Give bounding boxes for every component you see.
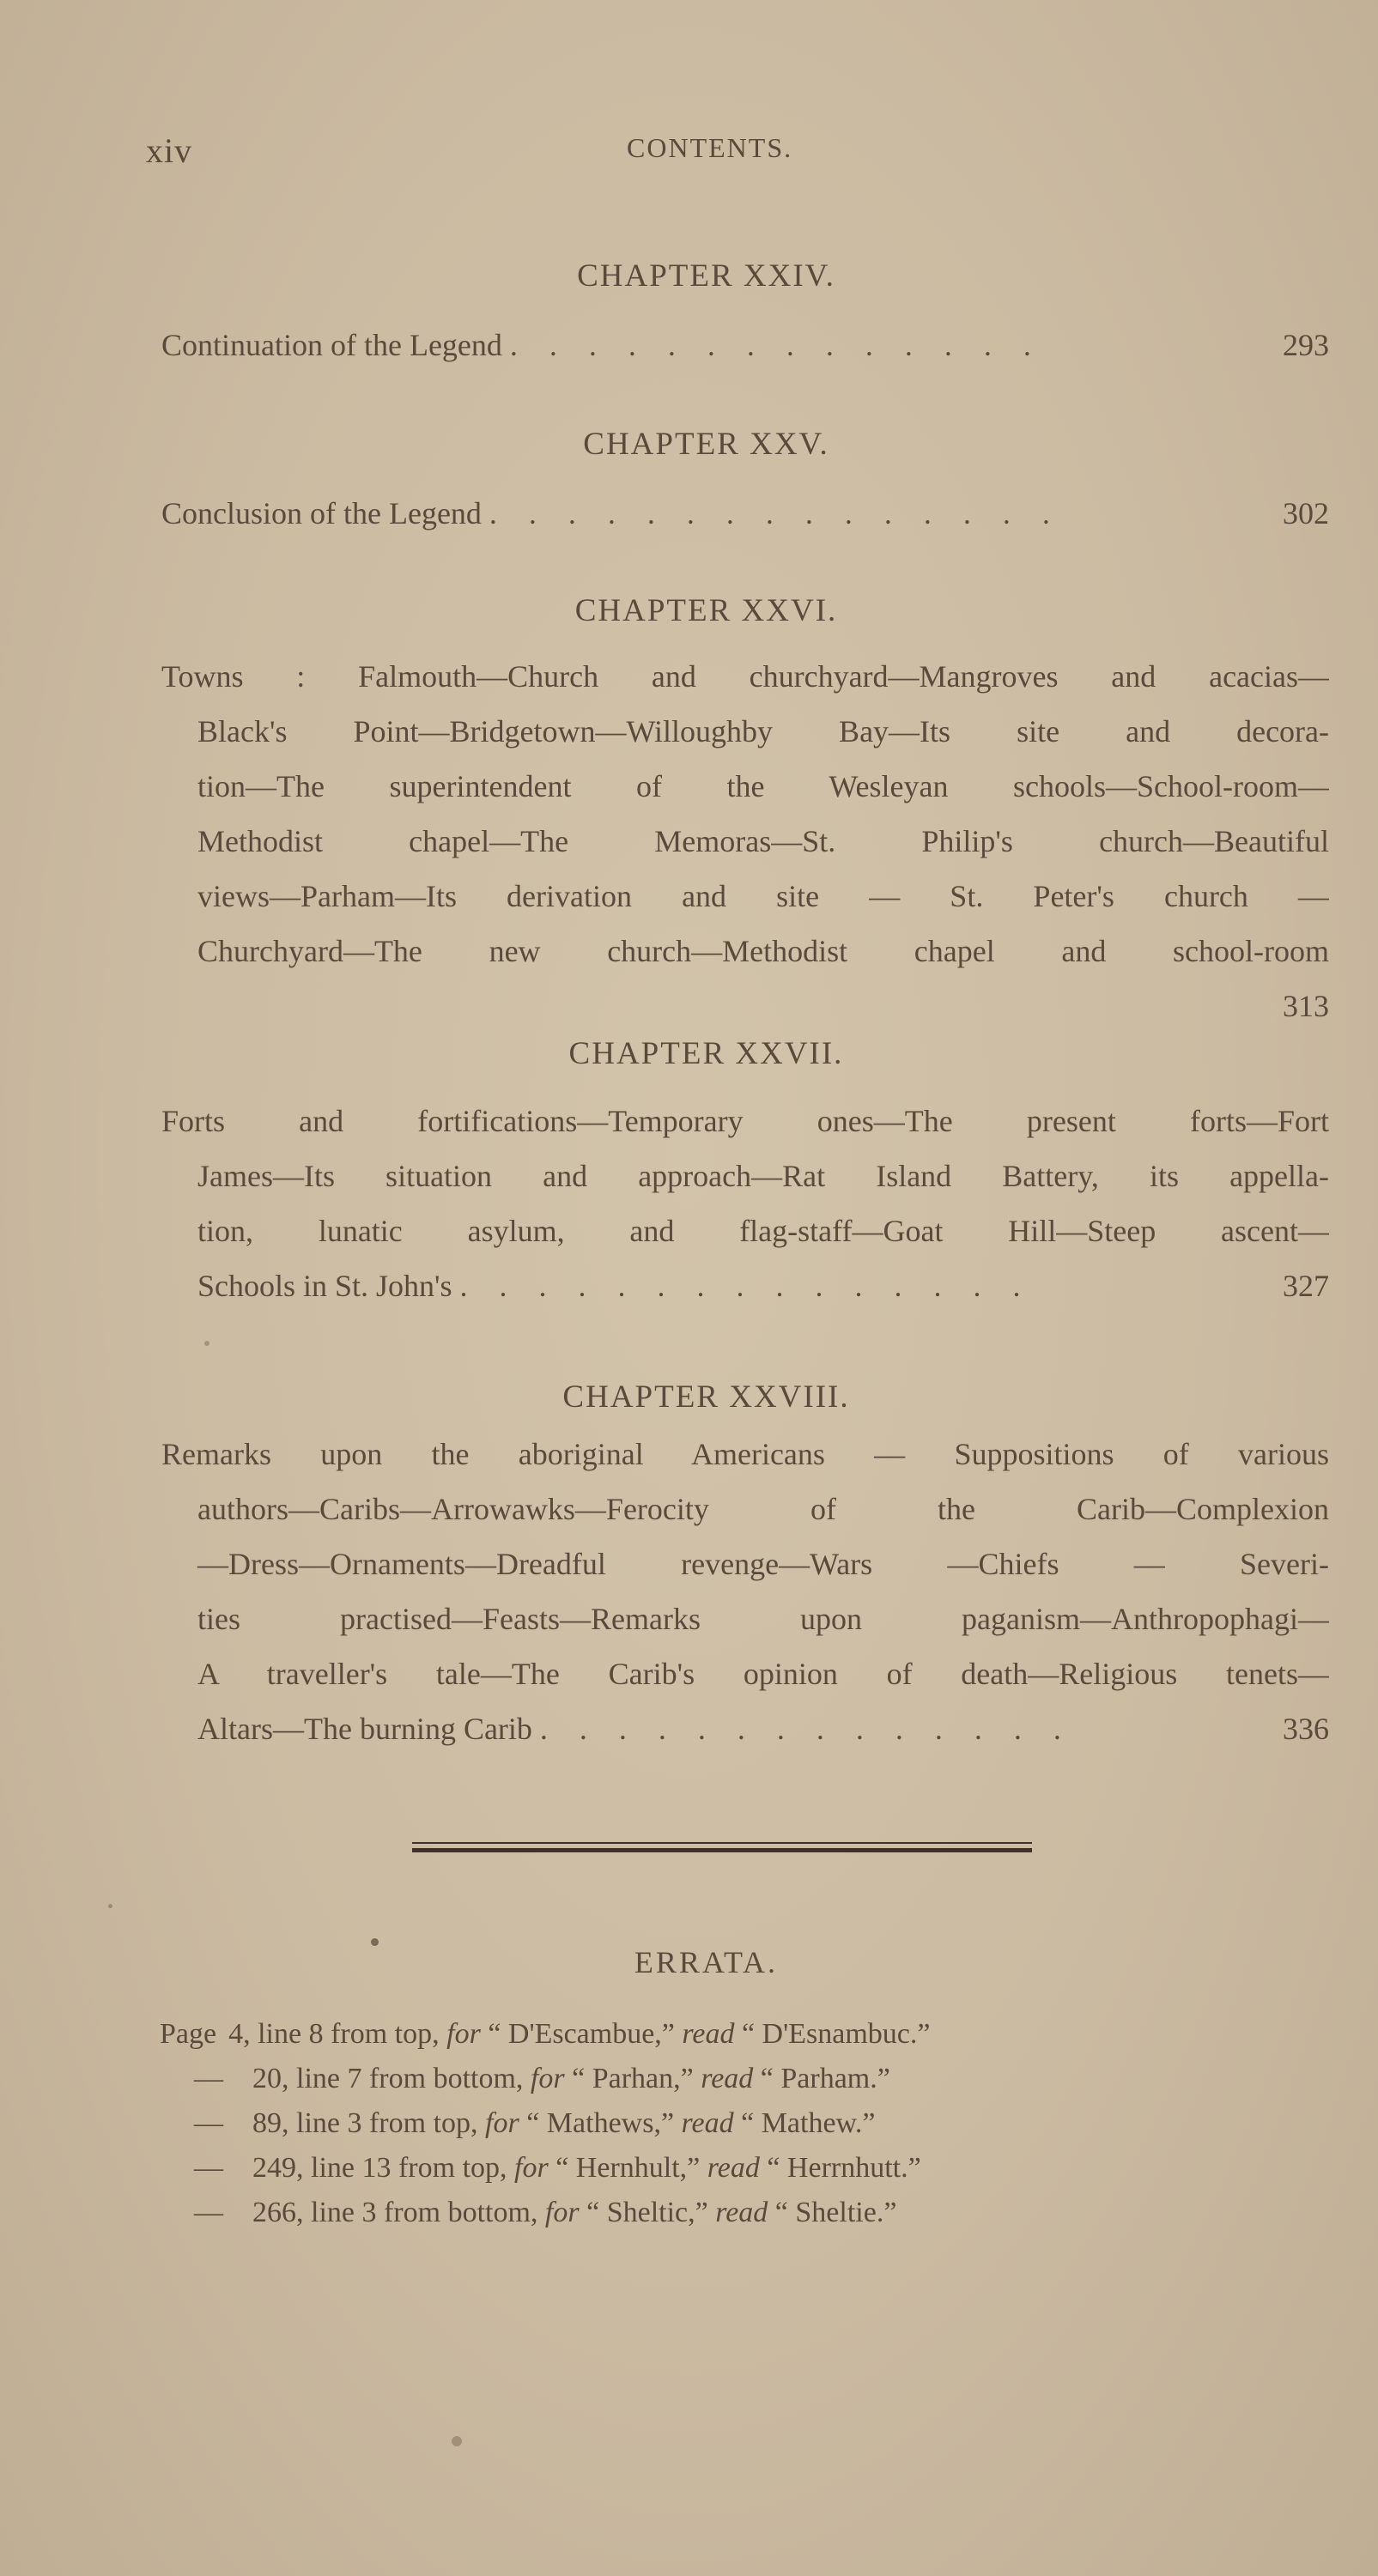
errata-row [160, 2101, 1345, 2146]
errata-read: read [682, 2018, 735, 2050]
page-ref: 293 [1283, 328, 1329, 362]
paper-speck [452, 2436, 462, 2446]
errata-read: read [701, 2063, 754, 2094]
entry-line [161, 979, 1329, 1033]
errata-read: read [715, 2197, 768, 2228]
chapter-heading: CHAPTER XXIV. [577, 258, 835, 294]
errata-right: “ Parham.” [760, 2063, 890, 2094]
toc-entry [161, 318, 1329, 373]
entry-line: A traveller's tale—The Carib's opinion of death—Religious tenets— [197, 1657, 1329, 1691]
entry-line: Remarks upon the aboriginal Americans — Suppositions of various [161, 1437, 1329, 1471]
entry-line: ties practised—Feasts—Remarks upon paganism—Anthropophagi— [197, 1602, 1329, 1636]
errata-prefix: Page [160, 2018, 217, 2050]
errata-right: “ Herrnhutt.” [767, 2152, 921, 2184]
chapter-heading: CHAPTER XXV. [583, 427, 829, 462]
errata-prefix: — [194, 2107, 223, 2139]
errata-ref: 4, line 8 from top, [228, 2018, 440, 2050]
errata-heading: ERRATA. [634, 1945, 779, 1979]
errata-list [160, 2012, 1345, 2235]
errata-for: for [530, 2063, 565, 2094]
paper-speck [371, 1938, 379, 1946]
errata-wrong: “ Mathews,” [526, 2107, 675, 2139]
errata-ref: 89, line 3 from top, [252, 2107, 478, 2139]
leader-dots: . . . . . . . . . . . . . . . [489, 496, 1062, 530]
errata-ref: 266, line 3 from bottom, [252, 2197, 538, 2228]
running-head: CONTENTS. [627, 132, 793, 163]
errata-wrong: “ Sheltic,” [586, 2197, 708, 2228]
entry-line [161, 486, 1329, 541]
toc-entry [161, 486, 1329, 541]
paper-speck [108, 1904, 112, 1908]
errata-ref: 249, line 13 from top, [252, 2152, 507, 2184]
entry-line: Forts and fortifications—Temporary ones—The present forts—Fort [161, 1104, 1329, 1138]
entry-line: tion—The superintendent of the Wesleyan schools—School-room— [197, 769, 1329, 803]
errata-right: “ D'Esnambuc.” [741, 2018, 931, 2050]
errata-row [160, 2191, 1345, 2235]
errata-row [160, 2146, 1345, 2191]
entry-line: Towns : Falmouth—Church and churchyard—Mangroves and acacias— [161, 659, 1329, 694]
errata-wrong: “ Hernhult,” [555, 2152, 701, 2184]
errata-row [160, 2057, 1345, 2101]
leader-dots: . . . . . . . . . . . . . . . [459, 1269, 1033, 1303]
page-ref: 336 [1283, 1712, 1329, 1746]
entry-line: tion, lunatic asylum, and flag-staff—Goat Hill—Steep ascent— [197, 1214, 1329, 1248]
page-header [146, 130, 1365, 182]
toc-entry [161, 1094, 1329, 1313]
errata-prefix: — [194, 2197, 223, 2228]
entry-line: —Dress—Ornaments—Dreadful revenge—Wars —Chiefs — Severi- [197, 1547, 1329, 1581]
entry-line [161, 318, 1329, 373]
errata-right: “ Sheltie.” [774, 2197, 897, 2228]
toc-entry [161, 1427, 1329, 1756]
leader-dots: . . . . . . . . . . . . . . [509, 328, 1043, 362]
errata-ref: 20, line 7 from bottom, [252, 2063, 524, 2094]
errata-wrong: “ Parhan,” [572, 2063, 694, 2094]
chapter-heading: CHAPTER XXVII. [568, 1036, 844, 1071]
entry-line [161, 1258, 1329, 1313]
entry-line: James—Its situation and approach—Rat Island Battery, its appella- [197, 1159, 1329, 1193]
errata-read: read [681, 2107, 734, 2139]
entry-text: Continuation of the Legend [161, 328, 502, 362]
errata-read: read [707, 2152, 760, 2184]
errata-wrong: “ D'Escambue,” [488, 2018, 675, 2050]
entry-text: Altars—The burning Carib [197, 1712, 532, 1746]
errata-right: “ Mathew.” [741, 2107, 876, 2139]
page-ref: 327 [1283, 1269, 1329, 1303]
errata-for: for [544, 2197, 580, 2228]
paper-speck [204, 1341, 209, 1346]
errata-prefix: — [194, 2063, 223, 2094]
errata-for: for [485, 2107, 519, 2139]
entry-line: views—Parham—Its derivation and site — St. Peter's church — [197, 879, 1329, 913]
entry-line: Churchyard—The new church—Methodist chapel and school-room [197, 934, 1329, 968]
entry-line [161, 1701, 1329, 1756]
page-number: xiv [146, 131, 193, 170]
entry-text: Conclusion of the Legend [161, 496, 482, 530]
errata-prefix: — [194, 2152, 223, 2184]
entry-line: Methodist chapel—The Memoras—St. Philip's church—Beautiful [197, 824, 1329, 858]
leader-dots: . . . . . . . . . . . . . . [539, 1712, 1073, 1746]
divider-rule-thick [412, 1848, 1032, 1852]
page-ref: 302 [1283, 496, 1329, 530]
page-ref: 313 [1283, 989, 1329, 1023]
entry-text: Schools in St. John's [197, 1269, 452, 1303]
errata-row [160, 2012, 1345, 2057]
entry-line: authors—Caribs—Arrowawks—Ferocity of the Carib—Complexion [197, 1492, 1329, 1526]
toc-entry [161, 649, 1329, 1033]
errata-for: for [446, 2018, 481, 2050]
errata-for: for [514, 2152, 549, 2184]
entry-line: Black's Point—Bridgetown—Willoughby Bay—Its site and decora- [197, 714, 1329, 749]
divider-rule-thin [412, 1842, 1032, 1844]
chapter-heading: CHAPTER XXVIII. [562, 1379, 850, 1415]
chapter-heading: CHAPTER XXVI. [574, 593, 838, 628]
